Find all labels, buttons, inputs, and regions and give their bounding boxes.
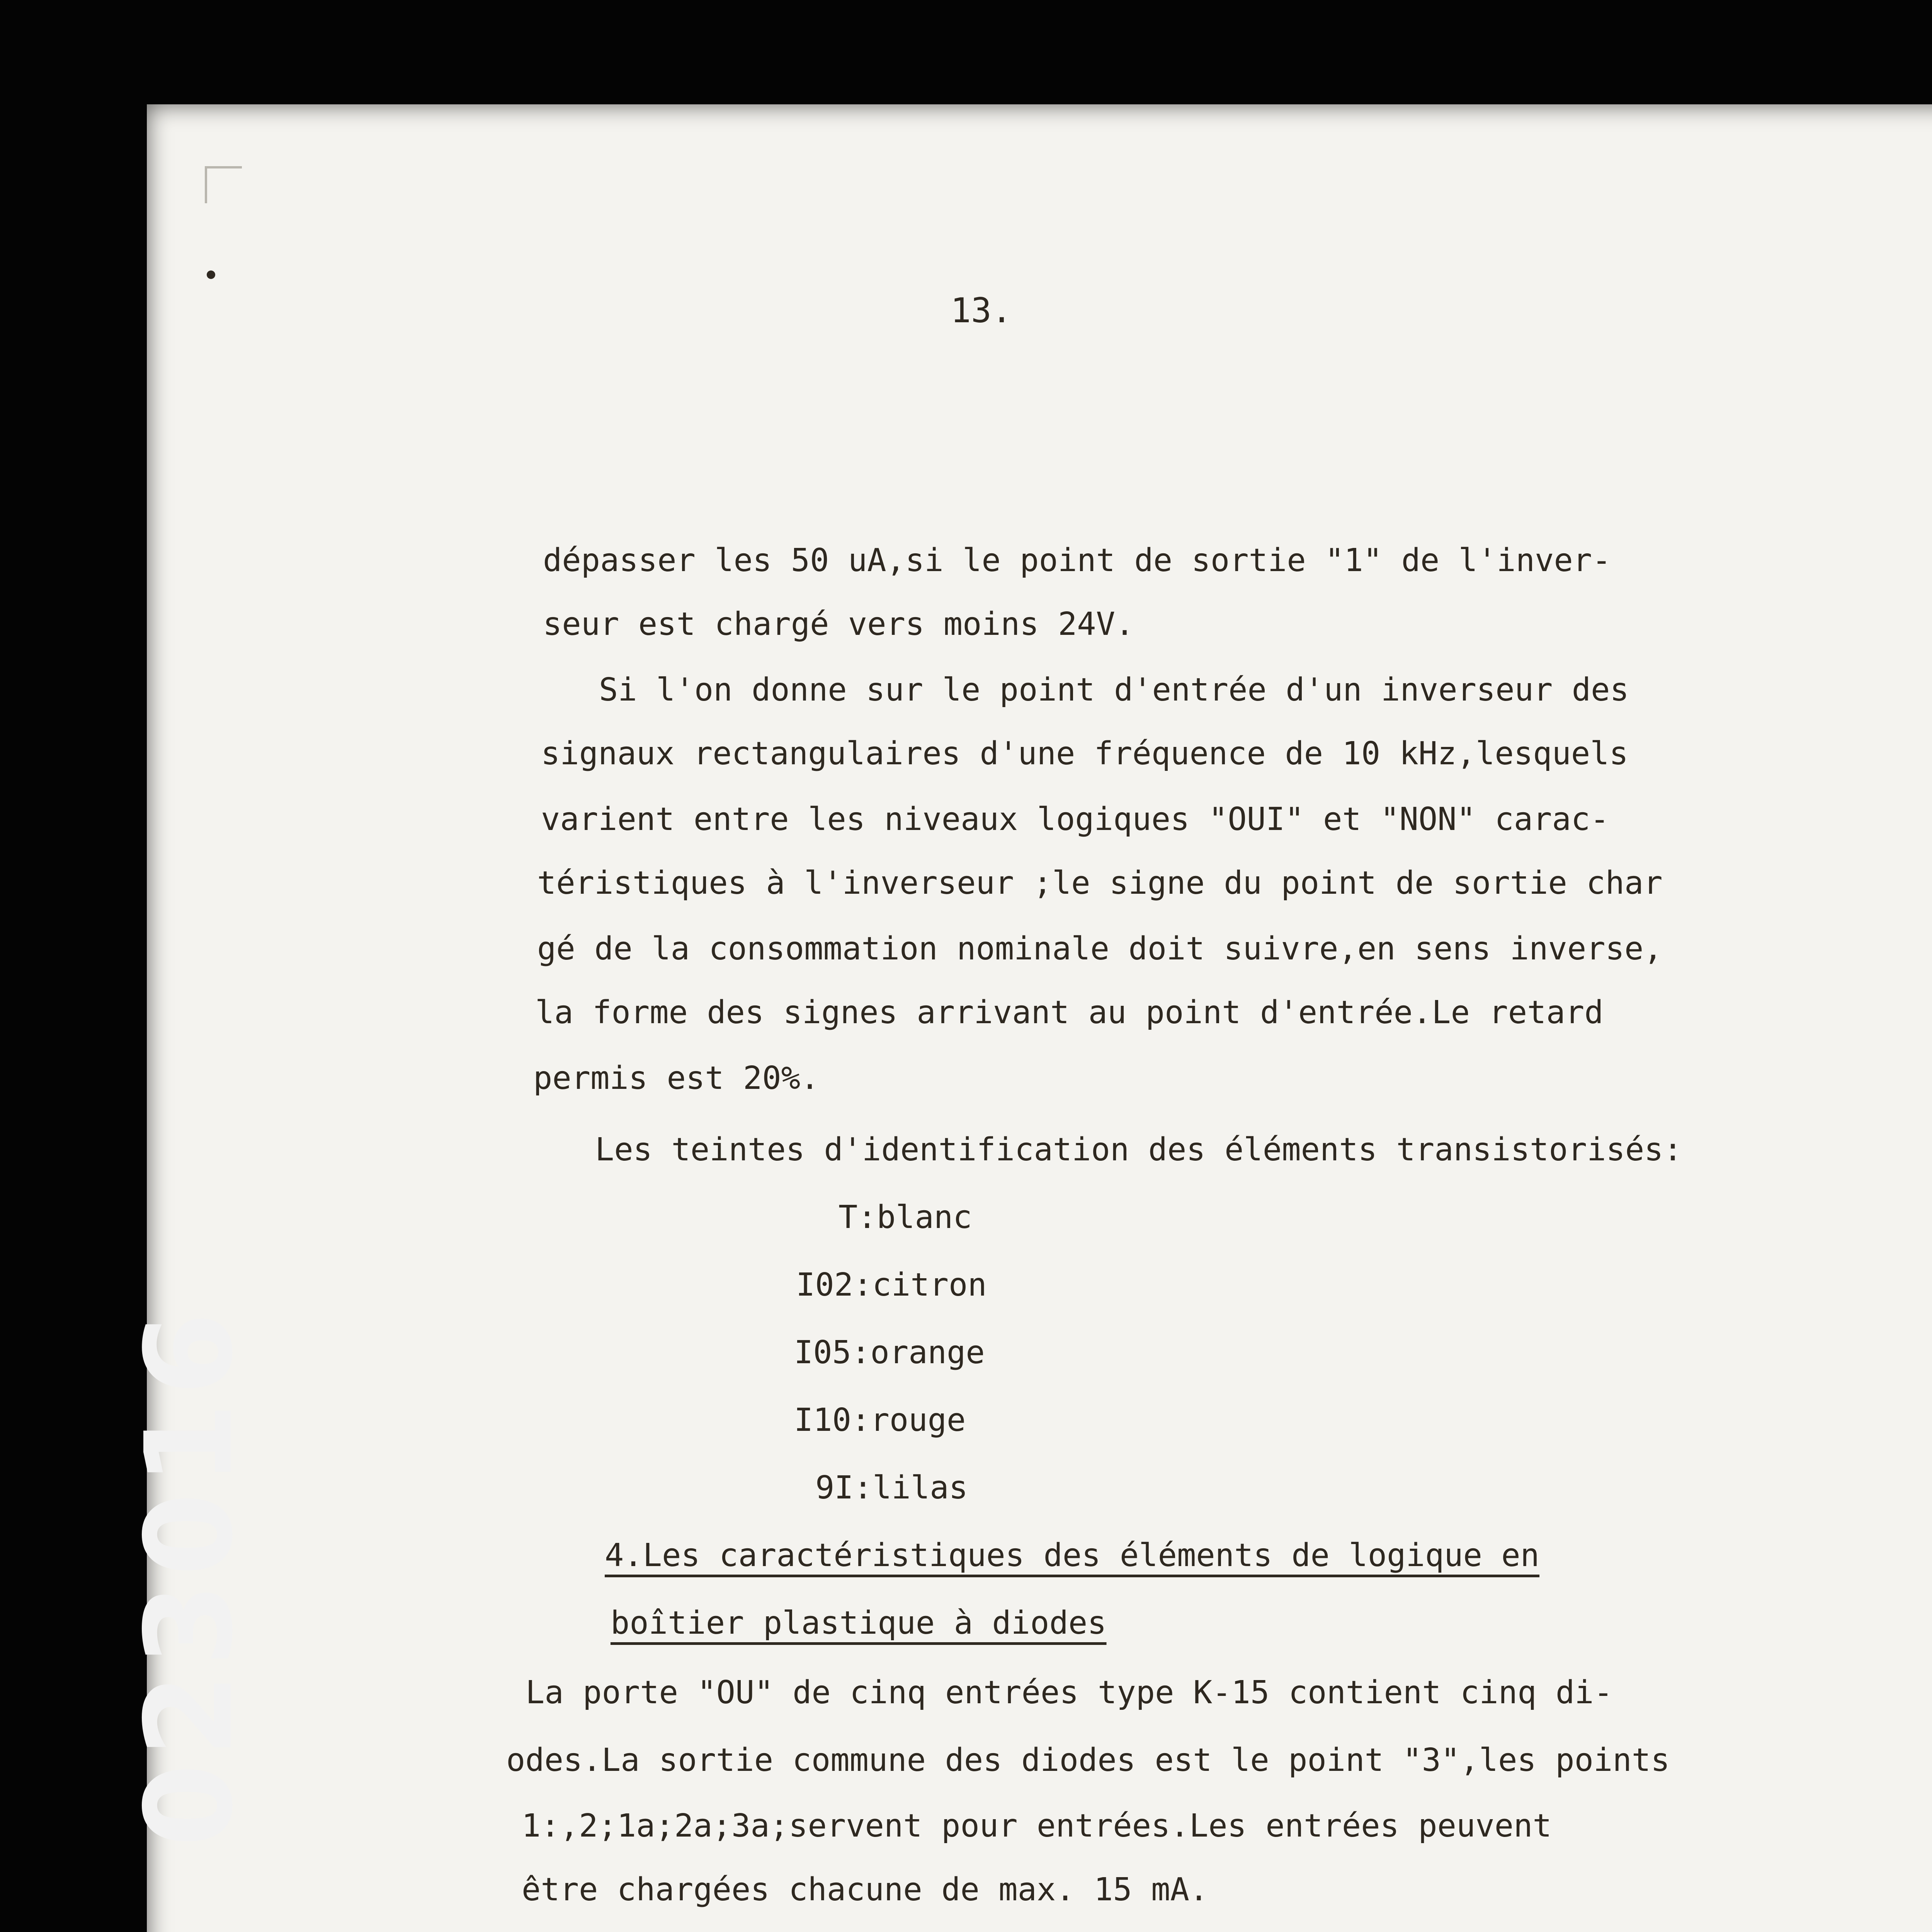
text-line-13: 1:,2;1a;2a;3a;servent pour entrées.Les entrées peuvent [522, 1808, 1552, 1844]
text-line-14: être chargées chacune de max. 15 mA. [522, 1871, 1209, 1908]
ink-dot [207, 270, 215, 279]
color-item-3: I05:orange [794, 1334, 985, 1371]
film-edge-code: 023016 [120, 1305, 259, 1847]
text-line-5: varient entre les niveaux logiques "OUI" et "NON" carac- [541, 801, 1609, 838]
text-line-9: permis est 20%. [533, 1060, 820, 1097]
color-item-1: T:blanc [838, 1199, 972, 1236]
text-line-10: Les teintes d'identification des éléments transistorisés: [595, 1131, 1682, 1168]
color-item-2: I02:citron [796, 1267, 987, 1303]
text-line-6: téristiques à l'inverseur ;le signe du point de sortie char [537, 865, 1663, 901]
text-line-4: signaux rectangulaires d'une fréquence de 10 kHz,lesquels [541, 735, 1628, 772]
text-line-12: odes.La sortie commune des diodes est le point "3",les points [506, 1742, 1670, 1779]
section-heading-line-1: 4.Les caractéristiques des éléments de logique en [605, 1537, 1540, 1574]
section-heading-line-2: boîtier plastique à diodes [611, 1605, 1107, 1641]
text-line-7: gé de la consommation nominale doit suivre,en sens inverse, [537, 930, 1663, 967]
text-line-1: dépasser les 50 uA,si le point de sortie "1" de l'inver- [543, 542, 1611, 579]
crop-mark-top-left [205, 166, 242, 203]
text-line-3: Si l'on donne sur le point d'entrée d'un inverseur des [599, 672, 1629, 708]
text-line-11: La porte "OU" de cinq entrées type K-15 contient cinq di- [526, 1674, 1613, 1711]
text-line-2: seur est chargé vers moins 24V. [543, 606, 1134, 643]
color-item-4: I10:rouge [794, 1402, 966, 1439]
document-page [147, 104, 1932, 1932]
color-item-5: 9I:lilas [815, 1469, 968, 1506]
text-line-8: la forme des signes arrivant au point d'entrée.Le retard [535, 994, 1604, 1031]
page-number: 13. [951, 291, 1012, 330]
